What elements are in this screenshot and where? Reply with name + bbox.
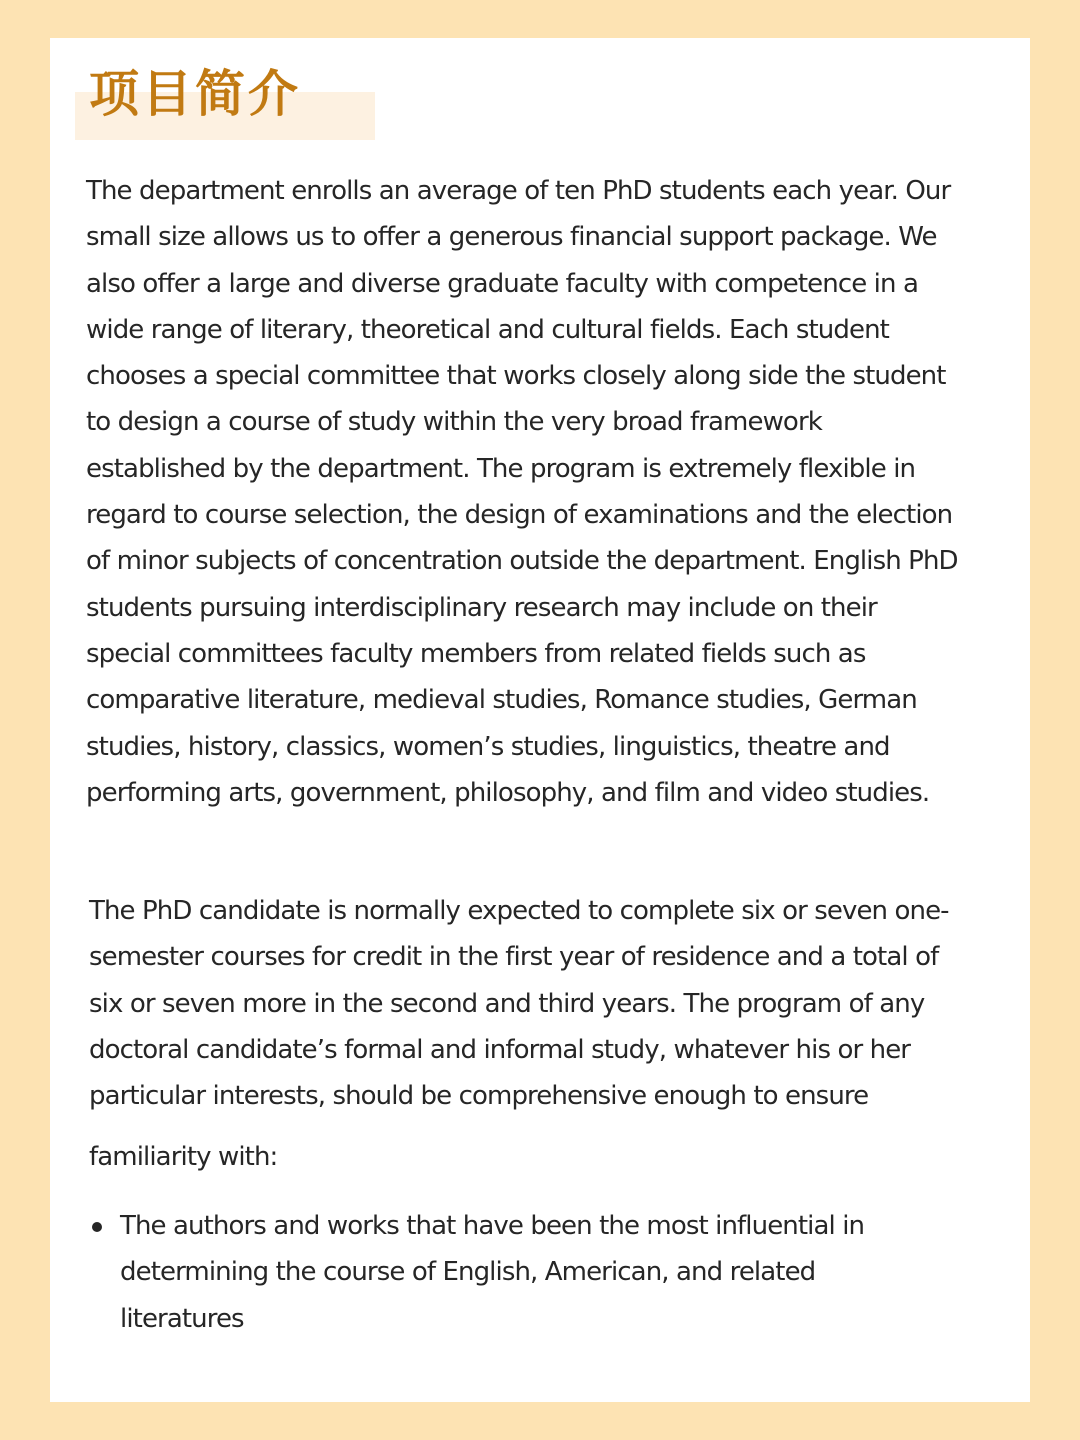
list-item-text: The authors and works that have been the most influential in determining the course of English, American, and related literatures xyxy=(120,1211,865,1334)
bullet-icon xyxy=(92,1222,102,1232)
paragraph-coursework: The PhD candidate is normally expected to complete six or seven one-semester courses for credit in the first year of residence and a total of six or seven more in the second and third years. The program of any doctoral candidate’s formal and informal study, whatever his or her particular interests, should be comprehensive enough to ensure xyxy=(89,896,949,1112)
content-card xyxy=(50,38,1030,1402)
title-block xyxy=(75,56,375,140)
list-item xyxy=(89,1203,909,1342)
page-title: 项目简介 xyxy=(89,65,301,123)
familiarity-list xyxy=(89,1203,909,1342)
paragraph-familiarity: familiarity with: xyxy=(89,1142,278,1172)
paragraph-enrollment: The department enrolls an average of ten PhD students each year. Our small size allows us to offer a generous financial support package. We also offer a large and diverse graduate faculty with competence in a wide range of literary, theoretical and cultural fields. Each student chooses a special committee that works closely along side the student to design a course of study within the very broad framework established by the department. The program is extremely flexible in regard to course selection, the design of examinations and the election of minor subjects of concentration outside the department. English PhD students pursuing interdisciplinary research may include on their special committees faculty members from related fields such as comparative literature, medieval studies, Romance studies, German studies, history, classics, women’s studies, linguistics, theatre and performing arts, government, philosophy, and film and video studies. xyxy=(86,176,958,808)
